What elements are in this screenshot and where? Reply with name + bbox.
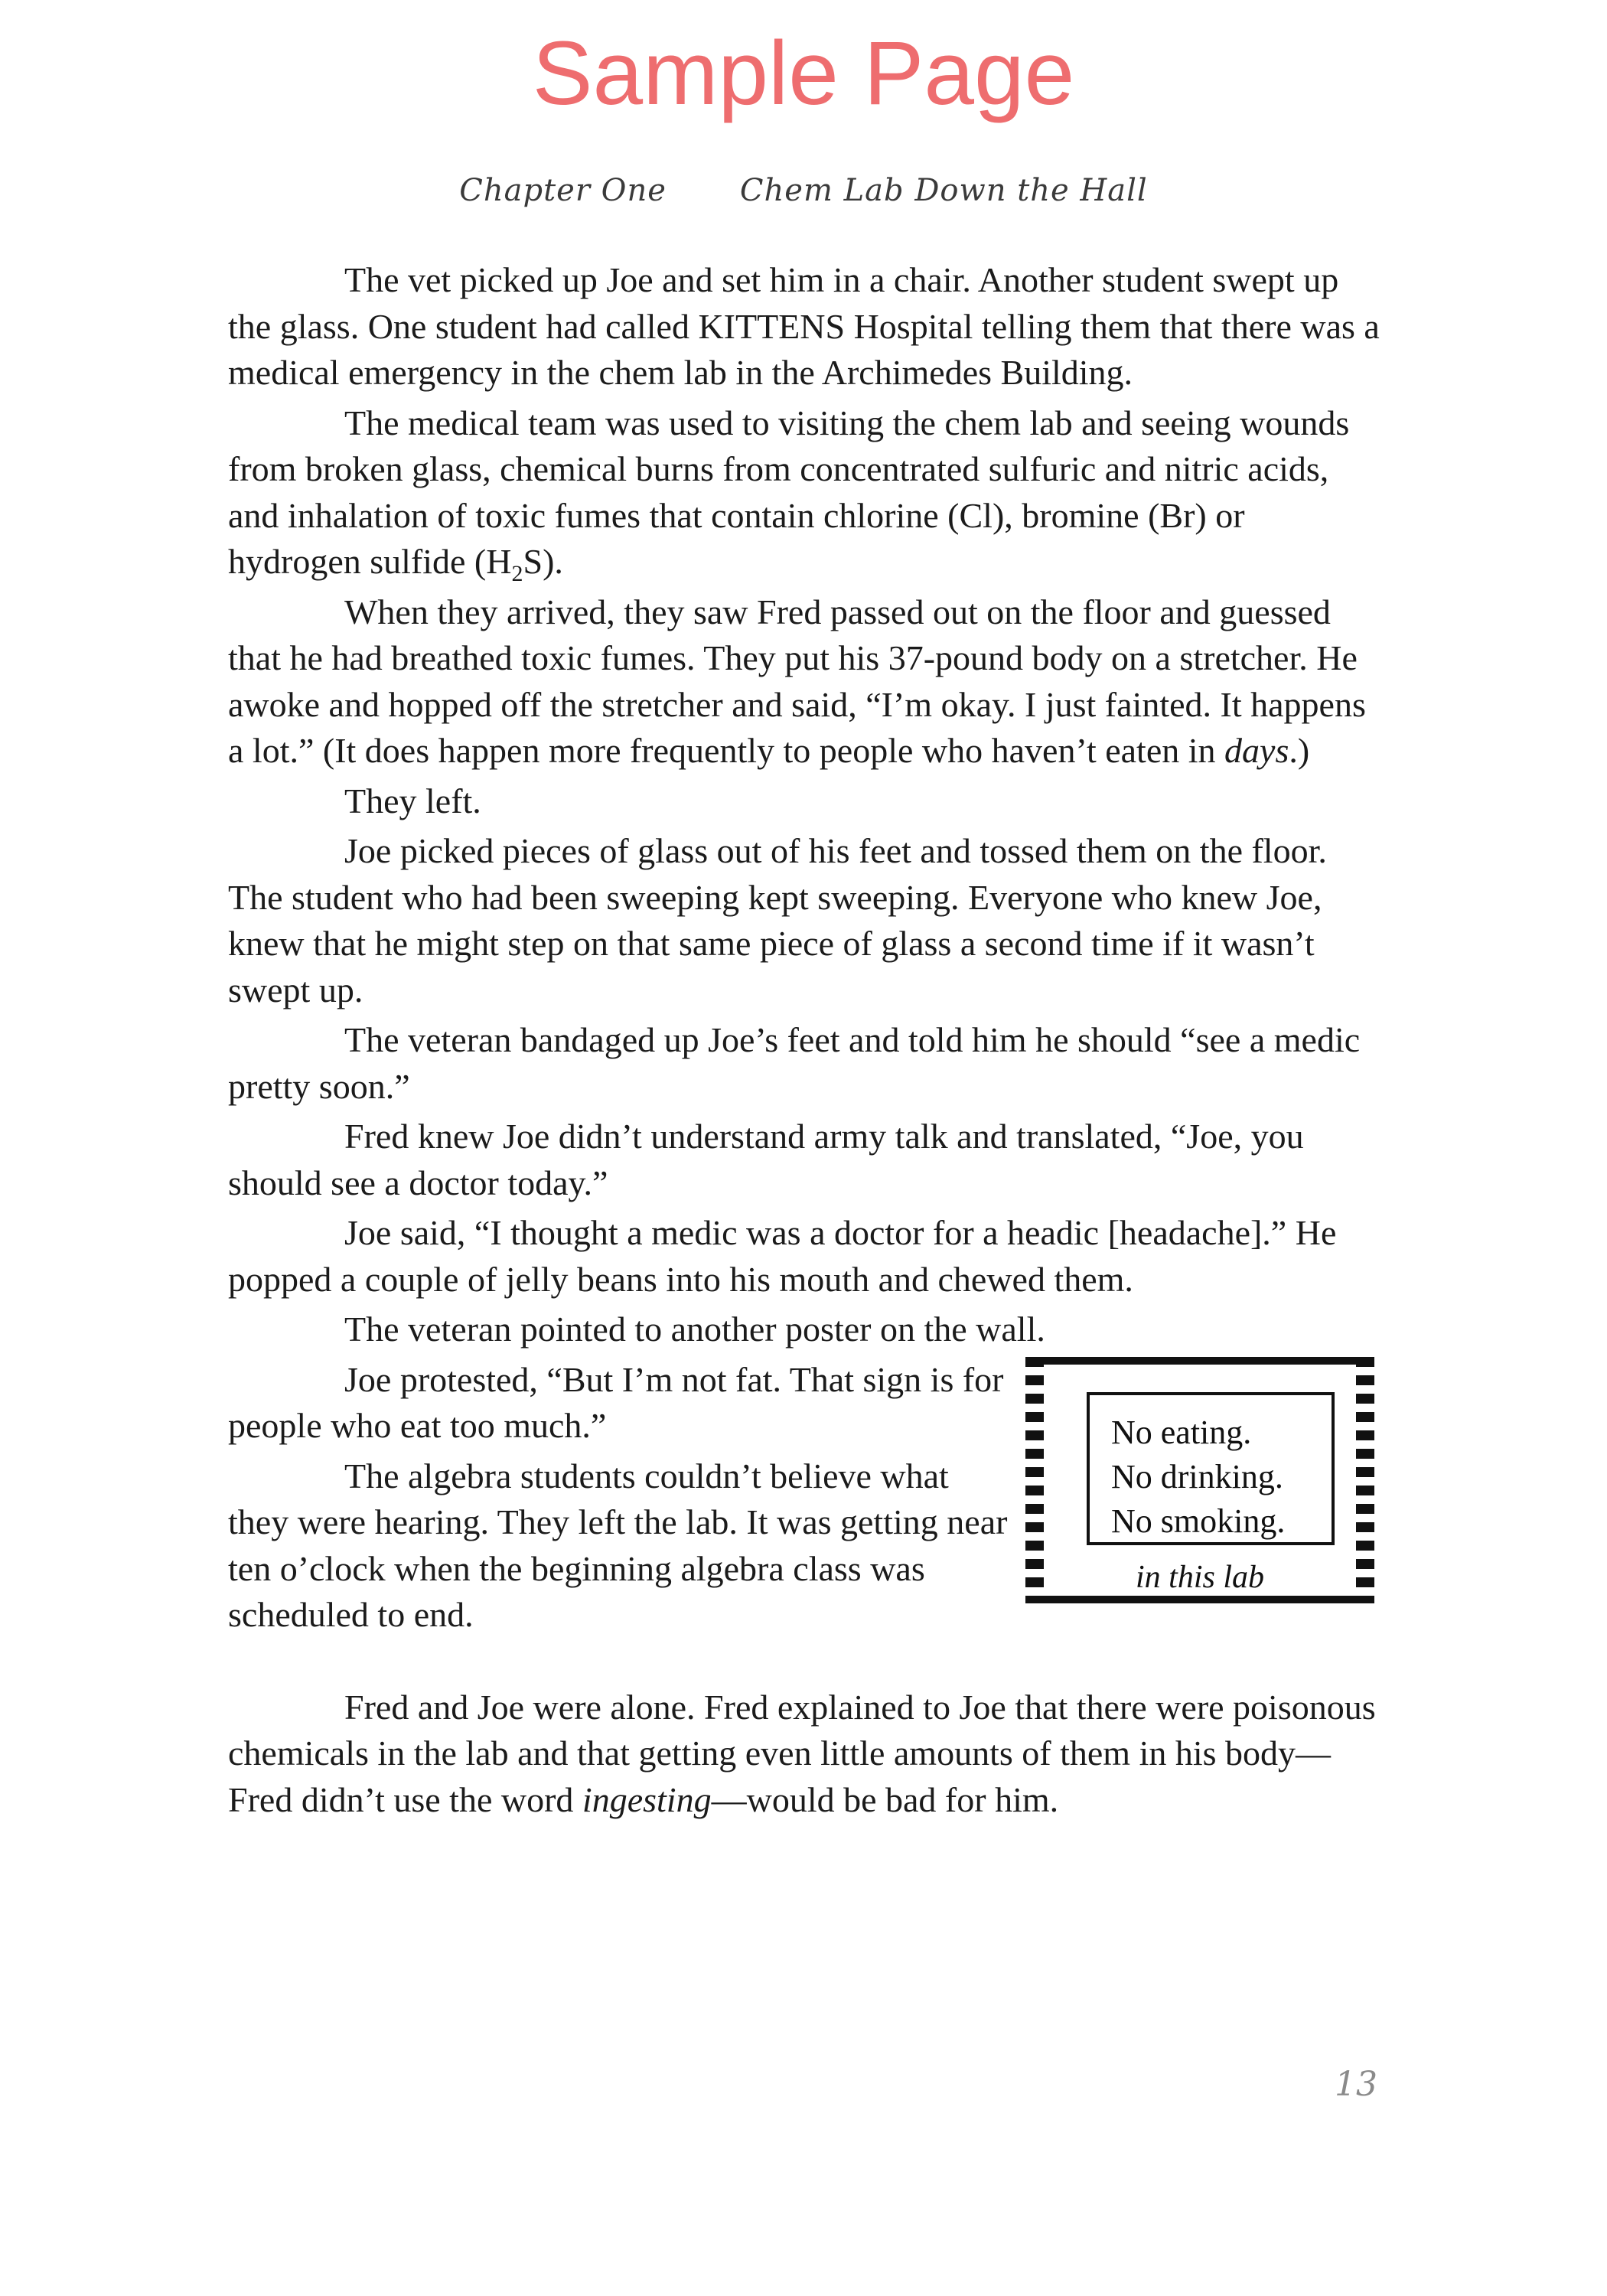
paragraph: They left.: [344, 781, 481, 820]
sign-rules-box: [1087, 1392, 1335, 1545]
chapter-label: Chapter One: [459, 173, 667, 208]
sample-page-banner: Sample Page: [532, 23, 1075, 124]
paragraph: Joe picked pieces of glass out of his feet and tossed them on the floor. The student who had been sweeping kept sweeping. Everyone who knew Joe, knew that he might step on that same piece of glass a second time if it wasn’t swept up.: [228, 831, 1327, 1009]
sign-rule: No smoking.: [1111, 1502, 1286, 1540]
page-number: 13: [1335, 2065, 1377, 2104]
sign-adjacent-text: [228, 1357, 1009, 1639]
chapter-title: Chem Lab Down the Hall: [739, 173, 1148, 208]
paragraph: The algebra students couldn’t believe what they were hearing. They left the lab. It was getting near ten o’clock when the beginning algebra class was scheduled to end.: [228, 1456, 1008, 1634]
sign-panel: [1044, 1365, 1356, 1596]
subscript: 2: [511, 561, 523, 586]
sign-rule: No eating.: [1111, 1413, 1252, 1451]
running-head: [0, 173, 1607, 208]
paragraph: Joe protested, “But I’m not fat. That sign is for people who eat too much.”: [228, 1359, 1004, 1445]
lab-rules-sign: [1025, 1357, 1374, 1603]
emphasis: days: [1224, 731, 1289, 770]
sign-border-stripes: [1025, 1357, 1044, 1603]
paragraph: The vet picked up Joe and set him in a chair. Another student swept up the glass. One student had called KITTENS Hospital telling them that there was a medical emergency in the chem lab in the Archimedes Building.: [228, 260, 1380, 392]
sign-border-stripes: [1356, 1357, 1374, 1603]
paragraph: Fred knew Joe didn’t understand army talk and translated, “Joe, you should see a doctor today.”: [228, 1117, 1304, 1202]
emphasis: ingesting: [582, 1779, 712, 1819]
paragraph: The veteran pointed to another poster on the wall.: [344, 1309, 1045, 1349]
paragraph: The medical team was used to visiting the chem lab and seeing wounds from broken glass, chemical burns from concentrated sulfuric and nitric acids, and inhalation of toxic fumes that contain chlorine (Cl), bromine (Br) or hydrogen sulfide $(H_2S)$.: [228, 403, 1350, 586]
paragraph: The veteran bandaged up Joe’s feet and told him he should “see a medic pretty soon.”: [228, 1020, 1361, 1106]
paragraph: When they arrived, they saw Fred passed out on the floor and guessed that he had breathed toxic fumes. They put his 37-pound body on a stretcher. He awoke and hopped off the stretcher and said, “I’m okay. I just fainted. It happens a lot.” (It does happen more frequently to people who haven’t eaten in days.): [228, 592, 1366, 770]
paragraph: Fred and Joe were alone. Fred explained to Joe that there were poisonous chemicals in the lab and that getting even little amounts of them in his body—Fred didn’t use the word ingesting—would be bad for him.: [228, 1687, 1376, 1819]
paragraph: Joe said, “I thought a medic was a doctor for a headic [headache].” He popped a couple of jelly beans into his mouth and chewed them.: [228, 1213, 1337, 1299]
body-text: [228, 257, 1385, 1827]
sign-section: [228, 1357, 1385, 1639]
sign-rule: No drinking.: [1111, 1457, 1283, 1495]
sign-caption: in this lab: [1135, 1559, 1265, 1595]
